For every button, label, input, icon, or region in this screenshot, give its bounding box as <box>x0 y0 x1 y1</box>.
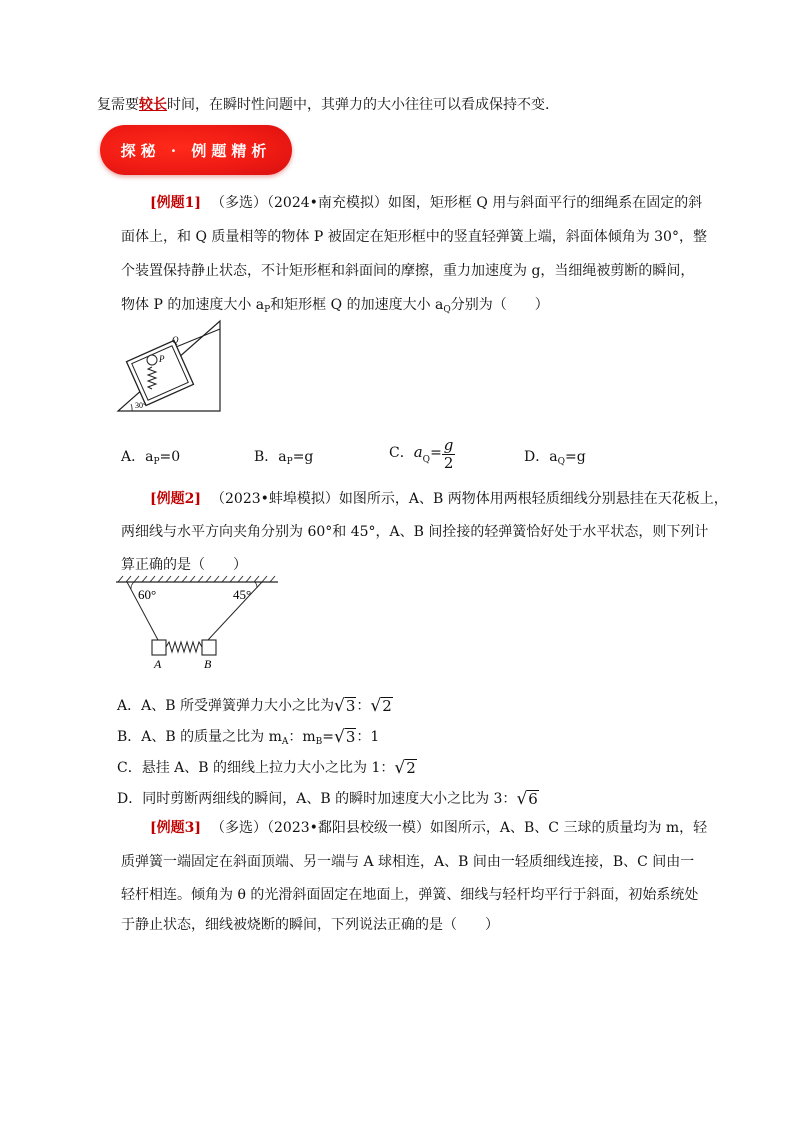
angle-label: 30° <box>135 401 147 410</box>
ex1-opt-b-post: =g <box>292 449 314 465</box>
sqrt-6: √ 6 <box>516 789 538 809</box>
ex1-opt-d-pre: D．a <box>524 449 558 465</box>
ex2-opt-c-r1: 2 <box>406 759 416 777</box>
incline-figure <box>112 315 227 415</box>
ex1-last-sub-q: Q <box>443 305 451 315</box>
rope-line <box>176 329 220 347</box>
ex2-opt-a-r2: 2 <box>382 697 392 715</box>
ex3-text-1: （多选）（2023•鄱阳县校级一模）如图所示，A、B、C 三球的质量均为 m，轻 <box>211 820 708 836</box>
ex3-line-3: 轻杆相连。倾角为 θ 的光滑斜面固定在地面上，弹簧、细线与轻杆均平行于斜面，初始系统处 <box>121 887 699 903</box>
box-a <box>152 640 166 655</box>
ex1-text-1: （多选）（2024•南充模拟）如图，矩形框 Q 用与斜面平行的细绳系在固定的斜 <box>211 195 703 211</box>
hanging-figure <box>112 574 282 672</box>
ex2-opt-d-r1: 6 <box>528 790 538 808</box>
intro-emphasis: 较长 <box>139 97 167 113</box>
ex1-opt-c-eq: = <box>430 444 442 461</box>
ex1-last-sub-p: P <box>264 305 271 315</box>
ex1-option-c[interactable] <box>389 437 455 472</box>
ex1-opt-a-pre: A．a <box>121 449 154 465</box>
ex1-option-a[interactable] <box>121 446 180 466</box>
intro-pre: 复需要 <box>97 97 139 113</box>
ex1-tag: [例题1] <box>150 195 201 211</box>
ex1-opt-c-den: 2 <box>443 454 454 472</box>
ex1-opt-b-pre: B．a <box>254 449 287 465</box>
ex1-last-b: 和矩形框 Q 的加速度大小 a <box>270 297 444 313</box>
ex1-line-3: 个装置保持静止状态，不计矩形框和斜面间的摩擦，重力加速度为 g，当细绳被剪断的瞬间， <box>121 263 695 279</box>
ex2-opt-b-r1: 3 <box>345 728 356 746</box>
sqrt-2c: √ 2 <box>394 758 416 778</box>
ex1-last-c: 分别为（ ） <box>450 297 549 313</box>
intro-post: 时间，在瞬时性问题中，其弹力的大小往往可以看成保持不变. <box>167 97 550 113</box>
section-banner <box>100 125 292 175</box>
ex1-option-d[interactable] <box>524 446 586 466</box>
sqrt-3b: √ 3 <box>334 727 356 747</box>
section-banner-label: 探秘 · 例题精析 <box>120 141 272 160</box>
ex3-line-1 <box>150 818 707 838</box>
ex2-option-c[interactable] <box>117 757 417 777</box>
sqrt-2: √ 2 <box>370 696 392 716</box>
angle-left-label: 60° <box>138 587 157 602</box>
ex1-opt-a-post: =0 <box>159 449 181 465</box>
sqrt-3: √ 3 <box>333 696 356 716</box>
ball-p <box>147 355 157 365</box>
ex2-tag: [例题2] <box>150 491 201 507</box>
ex2-opt-b-eq: = <box>322 729 335 745</box>
ex2-option-a[interactable] <box>117 695 393 715</box>
ceiling-hatch <box>118 576 275 582</box>
ex1-opt-a-sub: P <box>153 457 160 467</box>
ex1-opt-c-num: g <box>443 436 454 454</box>
ex2-opt-a-r1: 3 <box>345 697 356 715</box>
label-q: Q <box>172 335 179 345</box>
ex1-opt-c-var: a <box>413 442 423 461</box>
label-p: P <box>159 354 165 364</box>
ex3-tag: [例题3] <box>150 820 201 836</box>
ex2-opt-a-mid: ： <box>356 698 371 714</box>
ex1-last-a: 物体 P 的加速度大小 a <box>121 297 265 313</box>
angle-arc-left <box>131 582 134 589</box>
angle-arc <box>131 404 132 411</box>
ex3-line-4: 于静止状态，细线被烧断的瞬间，下列说法正确的是（ ） <box>121 917 499 933</box>
ex2-option-b[interactable] <box>117 726 379 746</box>
ex1-line-2: 面体上，和 Q 质量相等的物体 P 被固定在矩形框中的竖直轻弹簧上端，斜面体倾角为 30°，整 <box>121 229 707 245</box>
label-b: B <box>204 657 212 671</box>
ex1-line-4 <box>121 295 549 317</box>
ex1-line-1 <box>150 193 702 213</box>
intro-text <box>97 95 549 115</box>
ex2-opt-b-t2: ：m <box>288 729 316 745</box>
ex1-option-b[interactable] <box>254 446 313 466</box>
ex1-opt-b-sub: P <box>286 457 293 467</box>
ex1-opt-c-sub: Q <box>422 454 431 465</box>
ex2-line-3: 算正确的是（ ） <box>121 557 247 573</box>
ex1-opt-d-sub: Q <box>557 457 565 467</box>
angle-right-label: 45° <box>233 587 252 602</box>
ex2-opt-b-text: B．A、B 的质量之比为 m <box>117 729 282 745</box>
frame-q <box>126 340 193 405</box>
ex2-opt-c-text: C．悬挂 A、B 的细线上拉力大小之比为 1： <box>117 760 395 776</box>
ex2-line-1 <box>150 489 728 509</box>
ex3-line-2: 质弹簧一端固定在斜面顶端、另一端与 A 球相连，A、B 间由一轻质细线连接，B、C 间由一 <box>121 854 695 870</box>
ex1-opt-d-post: =g <box>564 449 586 465</box>
ex2-opt-d-text: D．同时剪断两细线的瞬间，A、B 的瞬时加速度大小之比为 3： <box>117 791 517 807</box>
ex2-text-1: （2023•蚌埠模拟）如图所示，A、B 两物体用两根轻质细线分别悬挂在天花板上， <box>211 491 728 507</box>
spring-ab <box>166 642 202 652</box>
ex2-opt-a-text: A．A、B 所受弹簧弹力大小之比为 <box>117 698 334 714</box>
angle-arc-right <box>255 582 257 588</box>
ex1-opt-c-pre: C． <box>389 444 414 461</box>
label-a: A <box>154 657 162 671</box>
ex2-option-d[interactable] <box>117 788 539 808</box>
ex2-opt-b-post: ：1 <box>356 729 380 745</box>
ex2-line-2: 两细线与水平方向夹角分别为 60°和 45°，A、B 间拴接的轻弹簧恰好处于水平状态，则下列计 <box>121 524 709 540</box>
ex1-opt-c-fraction <box>442 437 456 472</box>
ex2-opt-b-sub-b: B <box>315 737 323 747</box>
ex2-opt-b-sub-a: A <box>281 737 289 747</box>
box-b <box>202 640 216 655</box>
